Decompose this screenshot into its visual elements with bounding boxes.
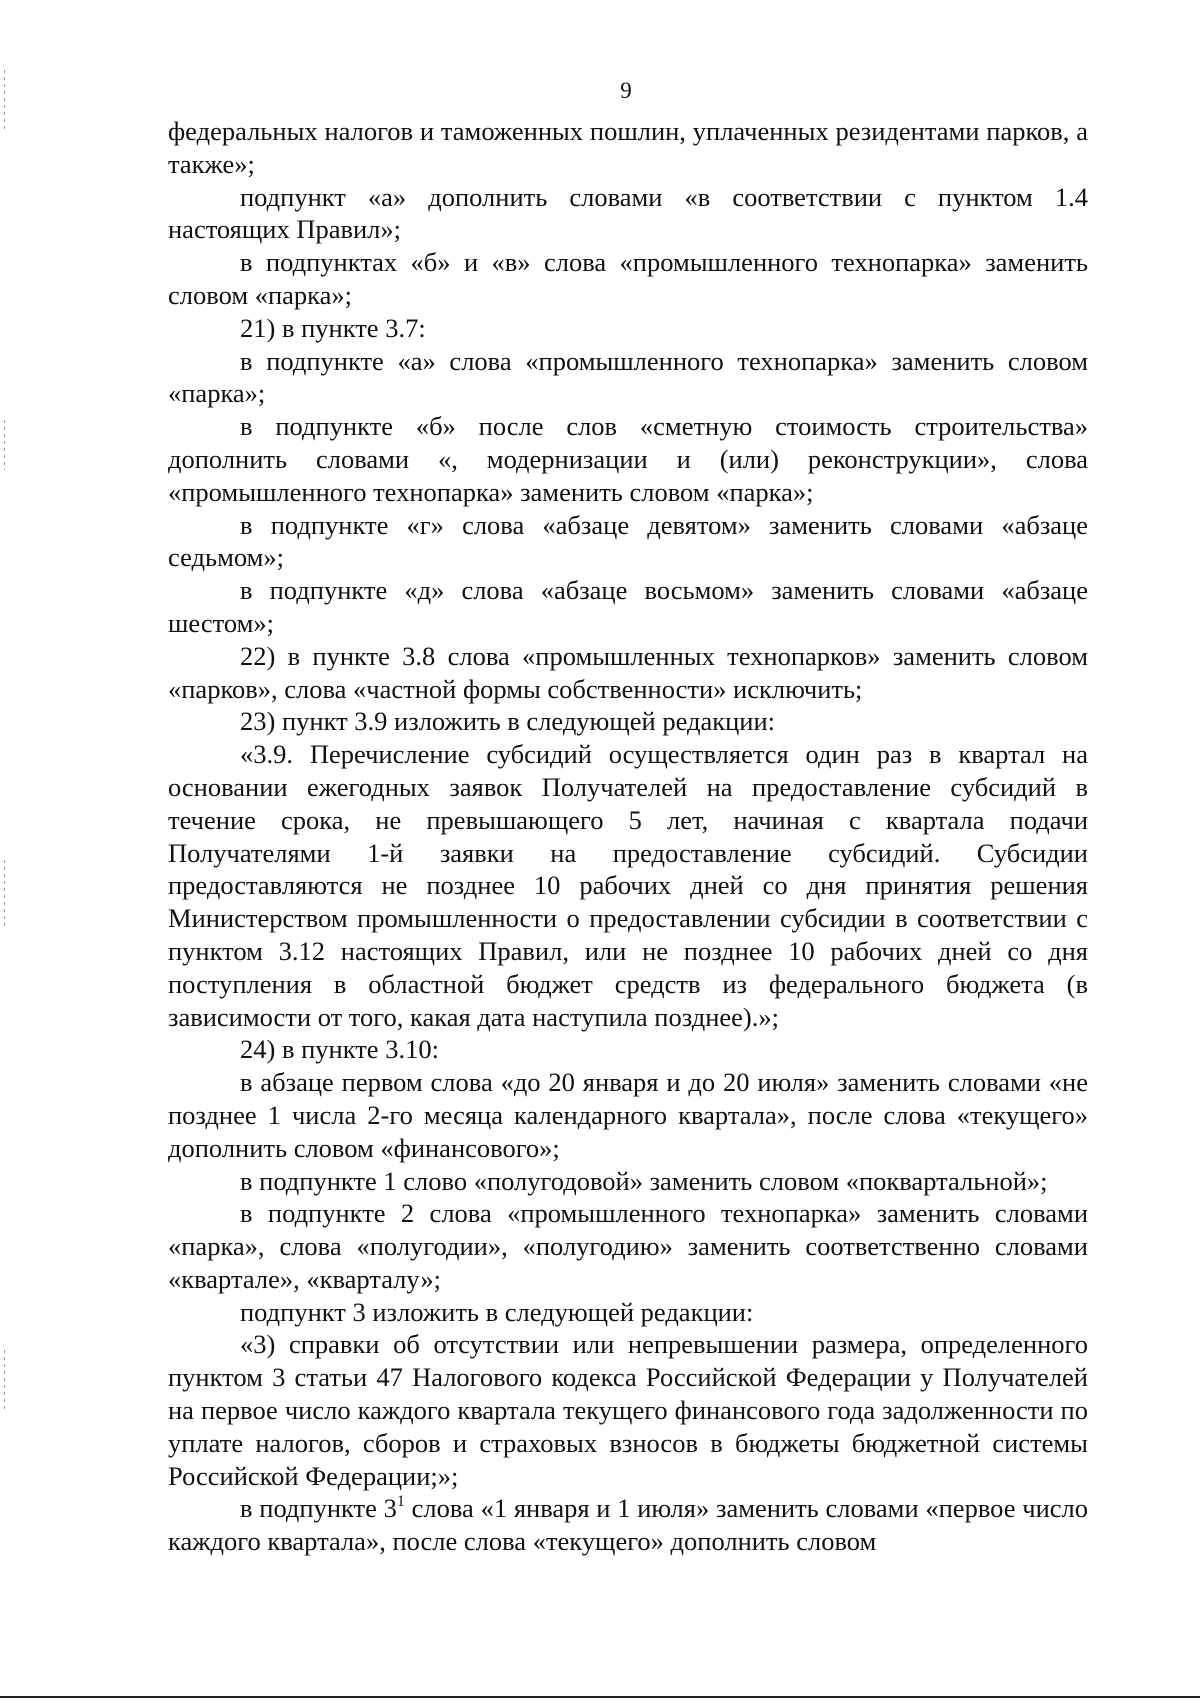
- paragraph: подпункт 3 изложить в следующей редакции:: [240, 1296, 754, 1327]
- paragraph: в подпункте «д» слова «абзаце восьмом» заменить словами «абзаце шестом»;: [168, 575, 1088, 638]
- paragraph: в подпункте «г» слова «абзаце девятом» заменить словами «абзаце седьмом»;: [168, 509, 1088, 573]
- superscript-number: 1: [396, 1493, 405, 1511]
- paragraph: 22) в пункте 3.8 слова «промышленных технопарков» заменить словом «парков», слова «частной формы собственности» исключить;: [168, 640, 1088, 704]
- paragraph: в подпункте «б» после слов «сметную стоимость строительства» дополнить словами «, модернизации и (или) реконструкции», слова «промышленного технопарка» заменить словом «парка»;: [168, 411, 1088, 507]
- paragraph: 23) пункт 3.9 изложить в следующей редакции:: [240, 706, 776, 737]
- paragraph: федеральных налогов и таможенных пошлин, уплаченных резидентами парков, а также»;: [168, 116, 1088, 179]
- paragraph-last-rest: слова «1 января и 1 июля» заменить словами «первое число каждого квартала», после слова «текущего» дополнить словом: [168, 1493, 1088, 1557]
- document-body: [168, 115, 1088, 1558]
- paragraph-last: [168, 1492, 1088, 1558]
- paragraph: в подпунктах «б» и «в» слова «промышленного технопарка» заменить словом «парка»;: [168, 247, 1088, 310]
- paragraph: 24) в пункте 3.10:: [240, 1034, 439, 1065]
- paragraph: в подпункте 2 слова «промышленного технопарка» заменить словами «парка», слова «полугодии», «полугодию» заменить соответственно словами «квартале», «кварталу»;: [168, 1198, 1088, 1294]
- paragraph: в подпункте 1 слово «полугодовой» заменить словом «поквартальной»;: [240, 1165, 1048, 1196]
- paragraph: «3) справки об отсутствии или непревышении размера, определенного пунктом 3 статьи 47 Налогового кодекса Российской Федерации у Получателей на первое число каждого квартала текущего финансового года задолженности по уплате налогов, сборов и страховых взносов в бюджеты бюджетной системы Российской Федерации;»;: [168, 1329, 1088, 1491]
- page-number: 9: [620, 78, 632, 103]
- paragraph-last-start: в подпункте 3: [240, 1493, 397, 1524]
- paragraph: 21) в пункте 3.7:: [240, 312, 426, 343]
- paragraph: подпункт «а» дополнить словами «в соответствии с пунктом 1.4 настоящих Правил»;: [168, 181, 1088, 245]
- scan-edge-mark: [4, 860, 5, 930]
- scan-edge-mark: [4, 1350, 5, 1410]
- scan-edge-mark: [4, 420, 5, 470]
- scan-bottom-edge: [0, 1696, 1200, 1698]
- paragraph: «3.9. Перечисление субсидий осуществляется один раз в квартал на основании ежегодных заявок Получателей на предоставление субсидий в течение срока, не превышающего 5 лет, начиная с квартала подачи Получателями 1-й заявки на предоставление субсидий. Субсидии предоставляются не позднее 10 рабочих дней со дня принятия решения Министерством промышленности о предоставлении субсидии в соответствии с пунктом 3.12 настоящих Правил, или не позднее 10 рабочих дней со дня поступления в областной бюджет средств из федерального бюджета (в зависимости от того, какая дата наступила позднее).»;: [168, 739, 1088, 1032]
- paragraph: в подпункте «а» слова «промышленного технопарка» заменить словом «парка»;: [168, 345, 1088, 409]
- paragraph: в абзаце первом слова «до 20 января и до 20 июля» заменить словами «не позднее 1 числа 2-го месяца календарного квартала», после слова «текущего» дополнить словом «финансового»;: [168, 1067, 1088, 1163]
